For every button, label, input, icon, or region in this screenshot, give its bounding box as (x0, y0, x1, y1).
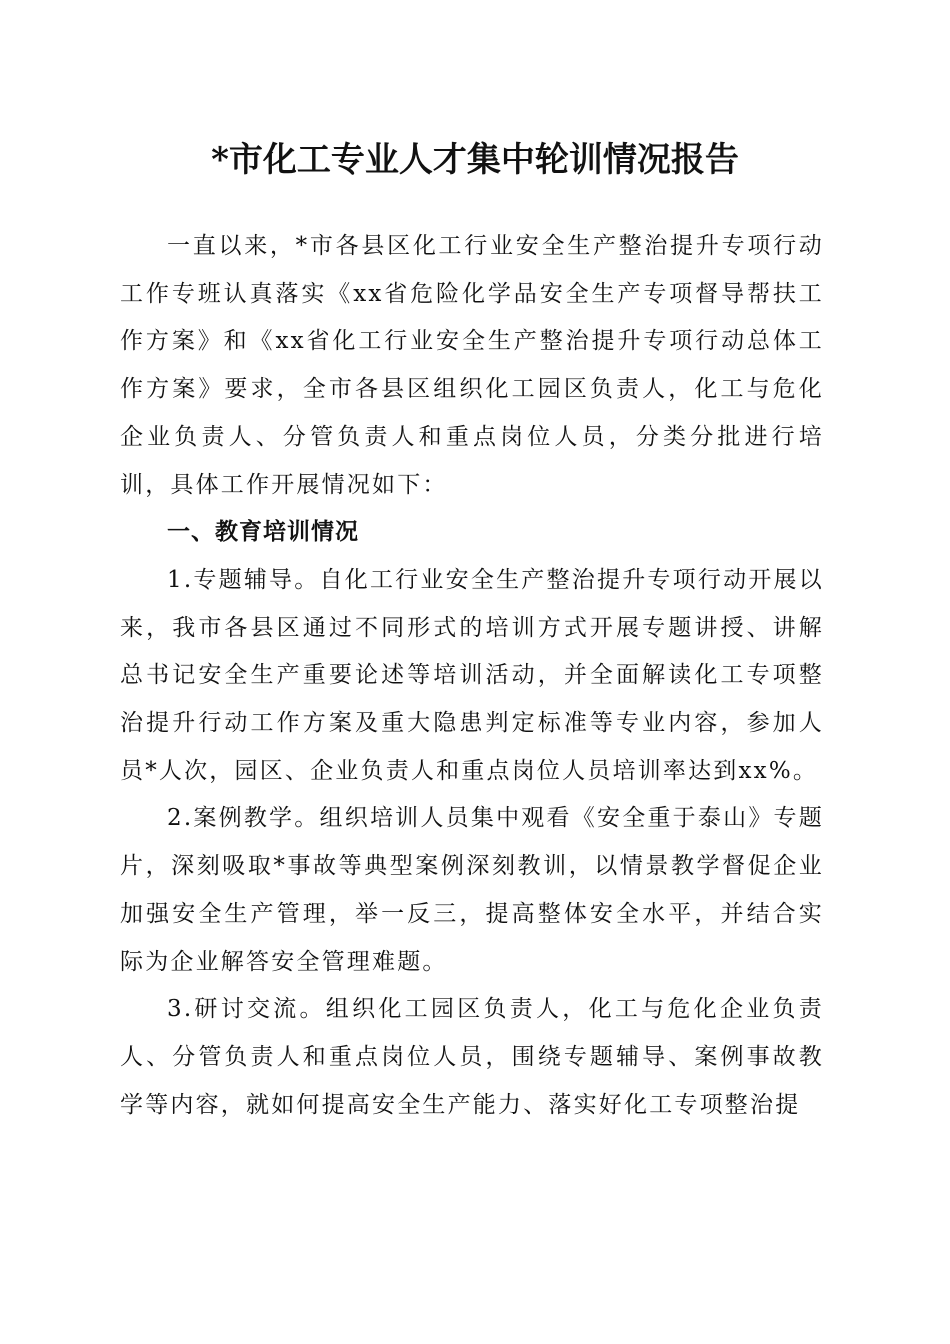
paragraph-case-teaching: 2.案例教学。组织培训人员集中观看《安全重于泰山》专题片，深刻吸取*事故等典型案例深刻教训，以情景教学督促企业加强安全生产管理，举一反三，提高整体安全水平，并结合实际为企业解答安全管理难题。 (120, 805, 824, 975)
document-title: *市化工专业人才集中轮训情况报告 (211, 140, 739, 180)
section-heading-education-training: 一、教育培训情况 (167, 519, 359, 546)
document-body (120, 223, 824, 1129)
paragraph-topic-guidance: 1.专题辅导。自化工行业安全生产整治提升专项行动开展以来，我市各县区通过不同形式的培训方式开展专题讲授、讲解总书记安全生产重要论述等培训活动，并全面解读化工专项整治提升行动工作方案及重大隐患判定标准等专业内容，参加人员*人次，园区、企业负责人和重点岗位人员培训率达到xx%。 (120, 566, 824, 784)
paragraph-discussion-exchange: 3.研讨交流。组织化工园区负责人，化工与危化企业负责人、分管负责人和重点岗位人员，围绕专题辅导、案例事故教学等内容，就如何提高安全生产能力、落实好化工专项整治提 (120, 996, 824, 1118)
intro-paragraph: 一直以来，*市各县区化工行业安全生产整治提升专项行动工作专班认真落实《xx省危险化学品安全生产专项督导帮扶工作方案》和《xx省化工行业安全生产整治提升专项行动总体工作方案》要求，全市各县区组织化工园区负责人，化工与危化企业负责人、分管负责人和重点岗位人员，分类分批进行培训，具体工作开展情况如下： (120, 233, 824, 498)
